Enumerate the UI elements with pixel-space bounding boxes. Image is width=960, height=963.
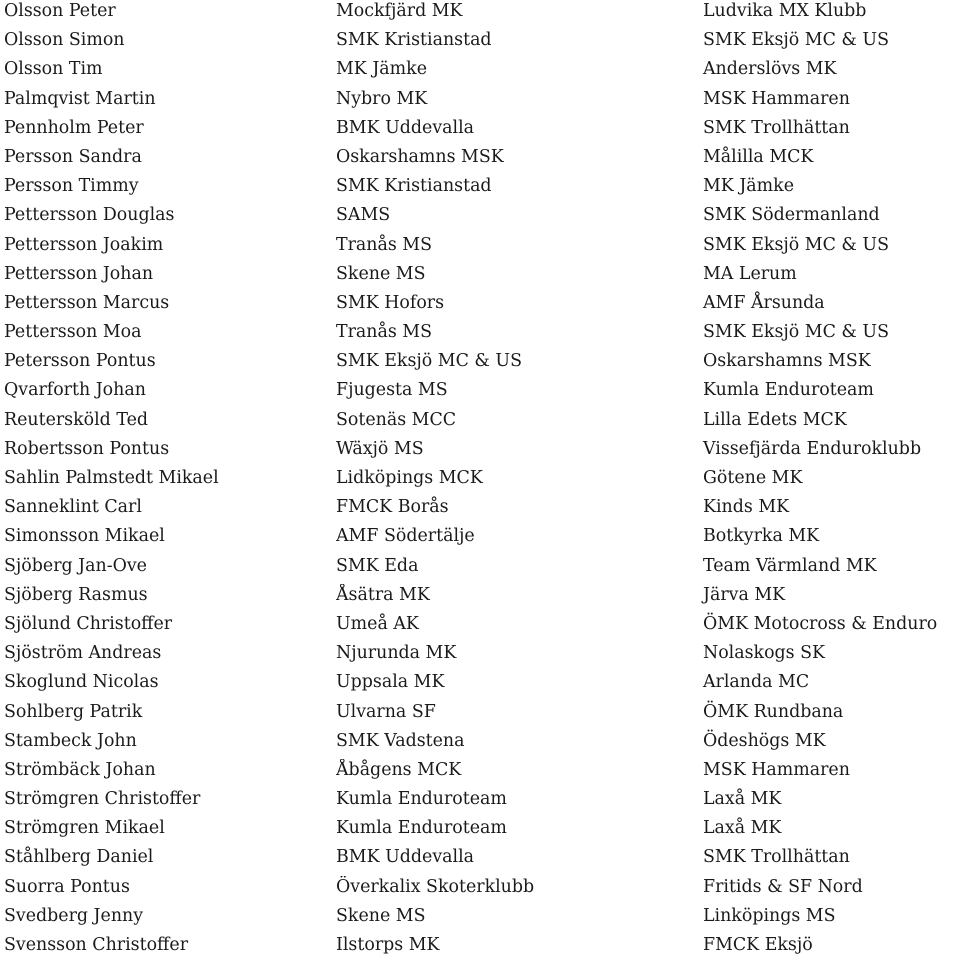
rider-club-secondary: Fritids & SF Nord — [703, 876, 863, 897]
table-row — [0, 0, 960, 29]
rider-name: Qvarforth Johan — [4, 380, 146, 401]
rider-club: Sotenäs MCC — [336, 409, 457, 430]
rider-club-secondary: Järva MK — [703, 584, 786, 605]
rider-name: Persson Timmy — [4, 176, 139, 197]
rider-club-secondary: Botkyrka MK — [703, 526, 820, 547]
rider-club: Kumla Enduroteam — [336, 818, 507, 839]
table-row — [0, 234, 960, 263]
rider-name: Svedberg Jenny — [4, 905, 144, 926]
rider-name: Suorra Pontus — [4, 876, 130, 897]
rider-club-secondary: MA Lerum — [703, 263, 797, 284]
rider-club: MK Jämke — [336, 59, 427, 80]
rider-club: SMK Eksjö MC & US — [336, 351, 523, 372]
table-row — [0, 555, 960, 584]
table-row — [0, 175, 960, 204]
table-row — [0, 846, 960, 875]
rider-name: Sjöström Andreas — [4, 643, 162, 664]
table-row — [0, 263, 960, 292]
rider-name: Reutersköld Ted — [4, 409, 149, 430]
table-row — [0, 88, 960, 117]
table-row — [0, 905, 960, 934]
rider-name: Ståhlberg Daniel — [4, 847, 154, 868]
rider-club-secondary: Laxå MK — [703, 789, 782, 810]
table-row — [0, 292, 960, 321]
rider-club: SMK Eda — [336, 555, 419, 576]
rider-club: Tranås MS — [336, 322, 433, 343]
table-row — [0, 350, 960, 379]
table-row — [0, 730, 960, 759]
rider-club-secondary: SMK Södermanland — [703, 205, 880, 226]
rider-name: Sohlberg Patrik — [4, 701, 143, 722]
table-row — [0, 409, 960, 438]
table-row — [0, 321, 960, 350]
rider-club: SMK Kristianstad — [336, 176, 492, 197]
rider-name: Sjöberg Jan-Ove — [4, 555, 147, 576]
rider-club: Wäxjö MS — [336, 438, 424, 459]
table-row — [0, 379, 960, 408]
rider-club: Njurunda MK — [336, 643, 457, 664]
rider-club: Åsätra MK — [336, 584, 430, 605]
rider-club-secondary: MK Jämke — [703, 176, 794, 197]
table-row — [0, 934, 960, 963]
rider-name: Simonsson Mikael — [4, 526, 165, 547]
rider-club-secondary: Oskarshamns MSK — [703, 351, 871, 372]
table-row — [0, 584, 960, 613]
rider-club: Umeå AK — [336, 613, 419, 634]
rider-club-secondary: SMK Eksjö MC & US — [703, 30, 890, 51]
rider-name: Skoglund Nicolas — [4, 672, 159, 693]
rider-club-secondary: SMK Trollhättan — [703, 117, 850, 138]
rider-name: Persson Sandra — [4, 146, 142, 167]
rider-name: Strömbäck Johan — [4, 759, 156, 780]
rider-club-secondary: SMK Eksjö MC & US — [703, 322, 890, 343]
rider-club-secondary: FMCK Eksjö — [703, 935, 813, 955]
rider-name: Sjöberg Rasmus — [4, 584, 148, 605]
rider-club-secondary: Linköpings MS — [703, 905, 836, 926]
rider-club: Ilstorps MK — [336, 935, 440, 955]
rider-club-secondary: Anderslövs MK — [703, 59, 837, 80]
rider-club: BMK Uddevalla — [336, 117, 475, 138]
table-row — [0, 58, 960, 87]
rider-name: Sjölund Christoffer — [4, 613, 173, 634]
rider-club: Skene MS — [336, 263, 426, 284]
rider-club: Överkalix Skoterklubb — [336, 876, 535, 897]
rider-club: Nybro MK — [336, 88, 428, 109]
rider-club-secondary: Lilla Edets MCK — [703, 409, 847, 430]
rider-name: Svensson Christoffer — [4, 935, 189, 955]
rider-club: Tranås MS — [336, 234, 433, 255]
rider-club: FMCK Borås — [336, 497, 449, 518]
rider-name: Olsson Simon — [4, 30, 125, 51]
rider-name: Pennholm Peter — [4, 117, 144, 138]
rider-club-secondary: SMK Trollhättan — [703, 847, 850, 868]
rider-name: Strömgren Christoffer — [4, 789, 201, 810]
rider-club: SMK Vadstena — [336, 730, 465, 751]
table-row — [0, 29, 960, 58]
rider-club-secondary: Kinds MK — [703, 497, 790, 518]
rider-name: Pettersson Moa — [4, 322, 142, 343]
rider-club: SAMS — [336, 205, 391, 226]
rider-club-secondary: AMF Årsunda — [703, 292, 825, 313]
rider-club: SMK Hofors — [336, 292, 445, 313]
rider-club-secondary: Ödeshögs MK — [703, 730, 826, 751]
rider-club: Oskarshamns MSK — [336, 146, 504, 167]
rider-name: Olsson Peter — [4, 1, 116, 21]
table-row — [0, 817, 960, 846]
table-row — [0, 642, 960, 671]
table-row — [0, 671, 960, 700]
table-row — [0, 876, 960, 905]
table-row — [0, 467, 960, 496]
rider-club-secondary: Målilla MCK — [703, 146, 814, 167]
rider-club: Fjugesta MS — [336, 380, 448, 401]
rider-name: Stambeck John — [4, 730, 137, 751]
table-row — [0, 496, 960, 525]
table-row — [0, 613, 960, 642]
table-row — [0, 525, 960, 554]
rider-name: Pettersson Marcus — [4, 292, 170, 313]
rider-club: BMK Uddevalla — [336, 847, 475, 868]
rider-name: Pettersson Joakim — [4, 234, 164, 255]
rider-name: Sahlin Palmstedt Mikael — [4, 468, 219, 488]
rider-club-secondary: Götene MK — [703, 468, 803, 488]
rider-club-secondary: MSK Hammaren — [703, 759, 850, 780]
table-row — [0, 117, 960, 146]
rider-club-secondary: Team Värmland MK — [703, 555, 877, 576]
table-row — [0, 701, 960, 730]
rider-name: Strömgren Mikael — [4, 818, 165, 839]
table-row — [0, 788, 960, 817]
rider-club: Mockfjärd MK — [336, 1, 463, 21]
rider-club: SMK Kristianstad — [336, 30, 492, 51]
rider-name: Pettersson Johan — [4, 263, 154, 284]
rider-name: Palmqvist Martin — [4, 88, 156, 109]
rider-club-secondary: ÖMK Motocross & Enduro — [703, 613, 938, 634]
rider-club: Uppsala MK — [336, 672, 445, 693]
rider-club: Skene MS — [336, 905, 426, 926]
rider-name: Robertsson Pontus — [4, 438, 170, 459]
rider-name: Petersson Pontus — [4, 351, 156, 372]
rider-club: Lidköpings MCK — [336, 468, 483, 488]
rider-club: Ulvarna SF — [336, 701, 436, 722]
rider-club-secondary: Kumla Enduroteam — [703, 380, 874, 401]
rider-club-secondary: Vissefjärda Enduroklubb — [703, 438, 922, 459]
rider-club-secondary: SMK Eksjö MC & US — [703, 234, 890, 255]
table-row — [0, 204, 960, 233]
table-row — [0, 438, 960, 467]
rider-club-secondary: Nolaskogs SK — [703, 643, 826, 664]
rider-club-secondary: Laxå MK — [703, 818, 782, 839]
table-row — [0, 146, 960, 175]
table-row — [0, 759, 960, 788]
rider-club-secondary: Arlanda MC — [703, 672, 810, 693]
rider-name: Olsson Tim — [4, 59, 103, 80]
rider-club: AMF Södertälje — [336, 526, 475, 547]
rider-club-secondary: MSK Hammaren — [703, 88, 850, 109]
rider-club-secondary: Ludvika MX Klubb — [703, 1, 867, 21]
rider-club-secondary: ÖMK Rundbana — [703, 701, 844, 722]
rider-name: Sanneklint Carl — [4, 497, 142, 518]
rider-name: Pettersson Douglas — [4, 205, 175, 226]
rider-club: Kumla Enduroteam — [336, 789, 507, 810]
rider-club: Åbågens MCK — [336, 759, 462, 780]
